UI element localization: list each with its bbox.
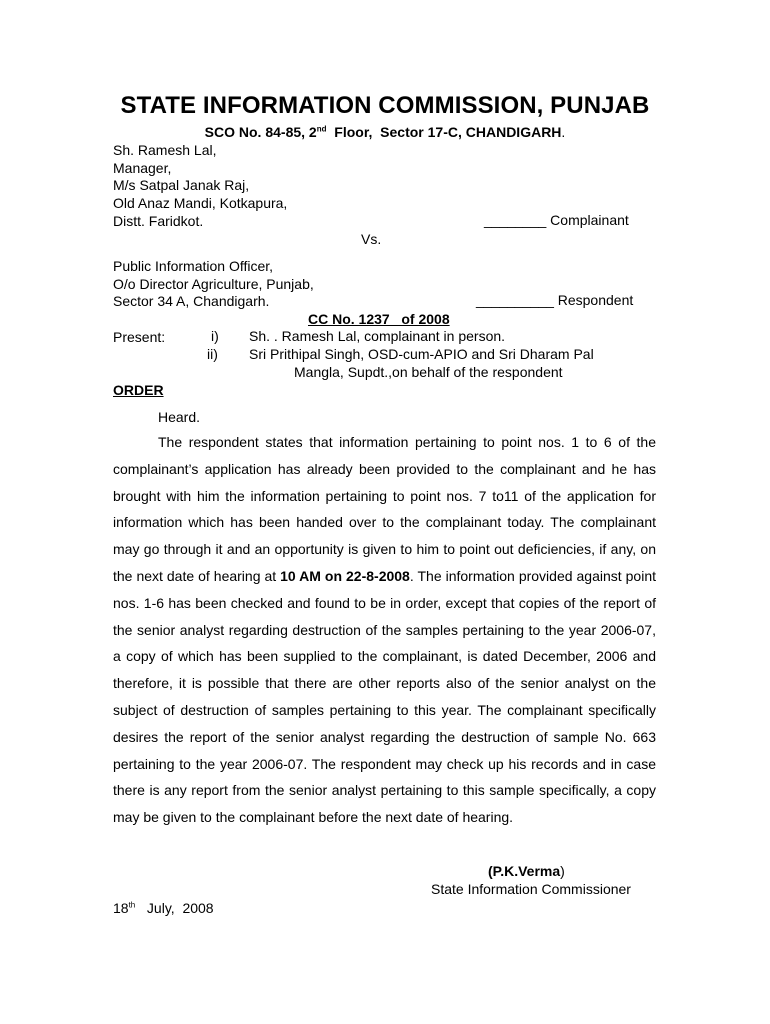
present-continuation: Mangla, Supdt.,on behalf of the respondent — [294, 364, 563, 380]
order-heading: ORDER — [113, 382, 164, 398]
address-end: . — [561, 124, 566, 140]
respondent-label: __________ Respondent — [476, 292, 634, 308]
date-rest: July, 2008 — [135, 900, 214, 916]
versus-text: Vs. — [361, 231, 382, 247]
order-text-part1: The respondent states that information pertaining to point nos. 1 to 6 of the complainant’s application has already been provided to the complainant and he has brought with him the information pertaining to point nos. 7 to11 of the application for information which has been handed over to the complainant today. The complainant may go through it and an opportunity is given to him to point out deficiencies, if any, on the next date of hearing at — [113, 434, 656, 584]
order-text-part2: . The information provided against point nos. 1-6 has been checked and found to be in order, except that copies of the report of the senior analyst regarding destruction of the samples pertaining to the year 2006-07, a copy of which has been supplied to the complainant, is dated December, 2006 and therefore, it is possible that there are other reports also of the senior analyst on the subject of destruction of samples pertaining to this year. The complainant specifically desires the report of the senior analyst regarding the destruction of sample No. 663 pertaining to the year 2006-07. The respondent may check up his records and in case there is any report from the senior analyst pertaining to this sample specifically, a copy may be given to the complainant before the next date of hearing. — [113, 567, 656, 826]
complainant-line: M/s Satpal Janak Raj, — [113, 177, 250, 193]
heard-text: Heard. — [158, 409, 201, 425]
complainant-line: Sh. Ramesh Lal, — [113, 142, 217, 158]
respondent-line: Public Information Officer, — [113, 258, 274, 274]
order-date — [113, 900, 214, 916]
signature-name — [488, 863, 565, 879]
signatory-name: P.K.Verma — [492, 863, 561, 879]
date-day: 18 — [113, 900, 129, 916]
present-label: Present: — [113, 329, 166, 345]
address-prefix: SCO No. 84-85, 2 — [204, 124, 317, 140]
address-suffix: Floor, Sector 17-C, CHANDIGARH — [326, 124, 562, 140]
complainant-line: Manager, — [113, 160, 172, 176]
hearing-date-time: 10 AM on 22-8-2008 — [280, 567, 410, 584]
signature-close-paren: ) — [560, 863, 565, 879]
page-title: STATE INFORMATION COMMISSION, PUNJAB — [120, 92, 650, 119]
present-item-text: Sh. . Ramesh Lal, complainant in person. — [249, 328, 506, 344]
order-paragraph — [113, 429, 656, 831]
present-item-text: Sri Prithipal Singh, OSD-cum-APIO and Sri Dharam Pal — [249, 346, 594, 362]
present-item-number: ii) — [207, 346, 218, 362]
complainant-line: Old Anaz Mandi, Kotkapura, — [113, 195, 288, 211]
respondent-line: Sector 34 A, Chandigarh. — [113, 293, 270, 309]
signature-open-paren: ( — [488, 863, 493, 879]
present-item-number: i) — [211, 328, 219, 344]
date-suffix: th — [128, 900, 136, 910]
complainant-line: Distt. Faridkot. — [113, 213, 204, 229]
commission-address — [0, 124, 770, 140]
address-superscript: nd — [316, 124, 327, 134]
case-number: CC No. 1237 of 2008 — [308, 311, 450, 327]
signatory-designation: State Information Commissioner — [431, 881, 631, 897]
complainant-label: ________ Complainant — [484, 212, 629, 228]
respondent-line: O/o Director Agriculture, Punjab, — [113, 276, 314, 292]
